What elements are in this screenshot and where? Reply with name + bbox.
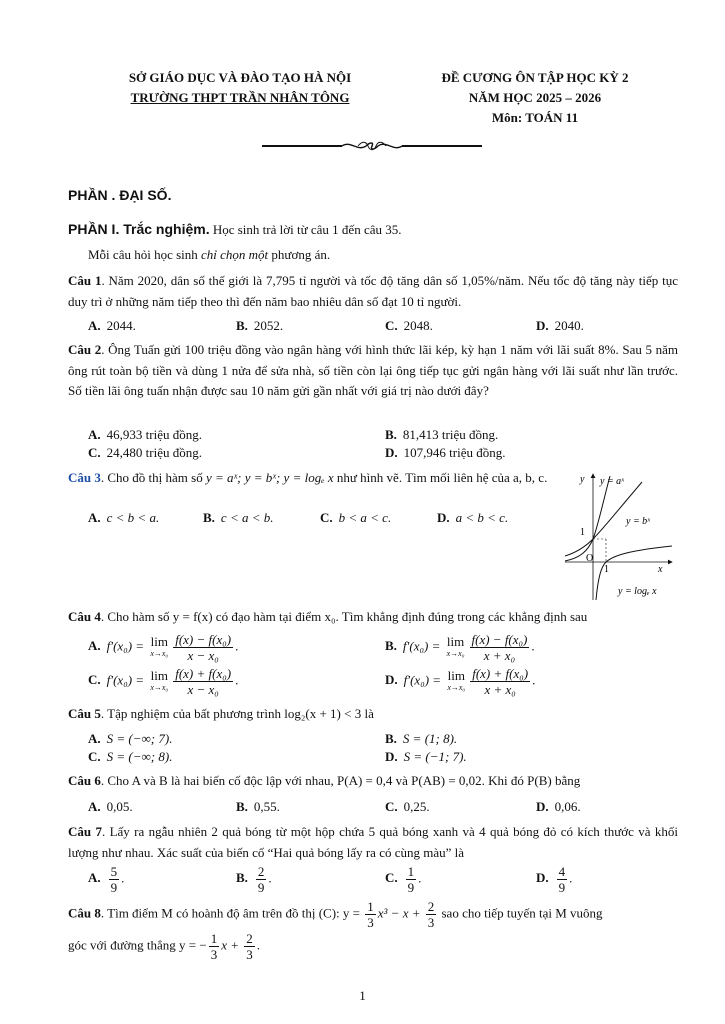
question-label: Câu 6 xyxy=(68,773,101,788)
q5-option-a[interactable]: A. S = (−∞; 7). xyxy=(88,731,173,746)
question-text-pre: . Cho đồ thị hàm số xyxy=(100,470,206,485)
q6-option-d[interactable]: D. 0,06. xyxy=(536,799,581,814)
question-text-post: như hình vẽ. Tìm mối liên hệ của a, b, c. xyxy=(333,470,548,485)
fraction: $\frac{2}{3}$ xyxy=(246,931,253,962)
q4-option-a[interactable]: A. f′(x₀) = lim x→x₀ $\frac{\text{f(x) − f(x₀)}}{\text{x − x₀}}$ . xyxy=(88,632,239,663)
question-5 xyxy=(68,704,678,725)
q3-option-d[interactable]: D. a < b < c. xyxy=(437,510,509,525)
q6-option-a[interactable]: A. 0,05. xyxy=(88,799,133,814)
department-name: SỞ GIÁO DỤC VÀ ĐÀO TẠO HÀ NỘI xyxy=(128,70,352,85)
q7-option-c[interactable]: C. $\frac{1}{9}$ . xyxy=(385,864,422,895)
fraction: $\frac{1}{3}$ xyxy=(367,899,374,930)
fraction: $\frac{\text{f(x) + f(x₀)}}{\text{x − x₀}}$ xyxy=(175,666,232,697)
school-year: NĂM HỌC 2025 – 2026 xyxy=(468,90,602,105)
fraction: $\frac{\text{f(x) − f(x₀)}}{\text{x − x₀}}$ xyxy=(175,632,232,663)
question-7 xyxy=(68,822,678,863)
q1-option-d[interactable]: D. 2040. xyxy=(536,318,584,333)
document-title: ĐỀ CƯƠNG ÔN TẬP HỌC KỲ 2 xyxy=(441,70,629,85)
question-label: Câu 3 xyxy=(68,470,101,485)
q4-option-b[interactable]: B. f′(x₀) = lim x→x₀ $\frac{\text{f(x) − f(x₀)}}{\text{x + x₀}}$ . xyxy=(385,632,535,663)
question-8-line-1 xyxy=(68,899,688,930)
label-curve-b: y = bˣ xyxy=(626,516,651,527)
label-one-y: 1 xyxy=(580,527,585,538)
q3-option-a[interactable]: A. c < b < a. xyxy=(88,510,160,525)
q6-option-c[interactable]: C. 0,25. xyxy=(385,799,430,814)
question-label: Câu 1 xyxy=(68,273,102,288)
note-post: phương án. xyxy=(268,247,331,262)
label-one-x: 1 xyxy=(604,564,609,575)
q7-option-a[interactable]: A. $\frac{5}{9}$ . xyxy=(88,864,125,895)
q2-option-d[interactable]: D. 107,946 triệu đồng. xyxy=(385,445,506,460)
fraction: $\frac{\text{f(x) − f(x₀)}}{\text{x + x₀}}$ xyxy=(471,632,528,663)
page-number: 1 xyxy=(359,988,366,1003)
question-text: . Cho A và B là hai biến cố độc lập với nhau, P(A) = 0,4 và P(AB) = 0,02. Khi đó P(B) bằng xyxy=(100,773,581,788)
q3-option-b[interactable]: B. c < a < b. xyxy=(203,510,274,525)
question-2 xyxy=(68,340,678,402)
question-text-post: sao cho tiếp tuyến tại M vuông xyxy=(438,905,603,921)
polynomial-mid: x³ − x + xyxy=(377,905,424,921)
section-title: PHẦN I. Trắc nghiệm. xyxy=(68,221,210,237)
fraction: $\frac{2}{9}$ xyxy=(257,864,265,895)
question-text: . Tập nghiệm của bất phương trình log₂(x + 1) < 3 là xyxy=(100,706,374,721)
q4-option-c[interactable]: C. f′(x₀) = lim x→x₀ $\frac{\text{f(x) + f(x₀)}}{\text{x − x₀}}$ . xyxy=(88,666,239,697)
question-text: . Năm 2020, dân số thế giới là 7,795 tỉ người và tốc độ tăng dân số 1,05%/năm. Nếu tốc độ tăng này tiếp tục duy trì ở những năm tiếp theo thì đến năm bao nhiêu dân số đạt 10 tỉ người. xyxy=(68,273,678,309)
function-graph xyxy=(560,468,680,603)
fraction: $\frac{4}{9}$ xyxy=(558,864,566,895)
question-4 xyxy=(68,607,678,628)
limit-operator: lim x→x₀ xyxy=(446,633,465,658)
x-axis-label: x xyxy=(658,564,663,575)
question-text: . Cho hàm số y = f(x) có đạo hàm tại điểm x₀. Tìm khẳng định đúng trong các khẳng định sau xyxy=(100,609,588,624)
line2-end: . xyxy=(256,937,261,953)
line2-pre: góc với đường thẳng y = − xyxy=(68,937,207,953)
q6-option-b[interactable]: B. 0,55. xyxy=(236,799,280,814)
part-title: PHẦN . ĐẠI SỐ. xyxy=(68,187,172,203)
question-6 xyxy=(68,771,688,792)
fraction: $\frac{\text{f(x) + f(x₀)}}{\text{x + x₀}}$ xyxy=(472,666,529,697)
question-text: . Lấy ra ngẫu nhiên 2 quả bóng từ một hộp chứa 5 quả bóng xanh và 4 quả bóng đỏ có kích thước và khối lượng như nhau. Xác suất của biến cố “Hai quả bóng lấy ra có cùng màu” là xyxy=(68,824,678,860)
limit-operator: lim x→x₀ xyxy=(150,667,169,692)
label-curve-log: y = logₑ x xyxy=(618,586,657,597)
question-label: Câu 4 xyxy=(68,609,101,624)
limit-operator: lim x→x₀ xyxy=(447,667,466,692)
subject: Môn: TOÁN 11 xyxy=(491,110,579,125)
question-8-line-2 xyxy=(68,931,260,962)
section-note xyxy=(88,245,330,265)
question-label: Câu 2 xyxy=(68,342,102,357)
curve-a-exponential xyxy=(565,476,610,561)
question-label: Câu 5 xyxy=(68,706,101,721)
q2-option-a[interactable]: A. 46,933 triệu đồng. xyxy=(88,427,202,442)
q2-option-c[interactable]: C. 24,480 triệu đồng. xyxy=(88,445,202,460)
q3-option-c[interactable]: C. b < a < c. xyxy=(320,510,392,525)
q4-option-d[interactable]: D. f′(x₀) = lim x→x₀ $\frac{\text{f(x) + f(x₀)}}{\text{x + x₀}}$ . xyxy=(385,666,536,697)
fraction: $\frac{1}{3}$ xyxy=(210,931,218,962)
fraction: $\frac{1}{9}$ xyxy=(407,864,415,895)
question-label: Câu 8 xyxy=(68,905,101,921)
question-3 xyxy=(68,468,548,489)
q1-option-c[interactable]: C. 2048. xyxy=(385,318,433,333)
q5-option-c[interactable]: C. S = (−∞; 8). xyxy=(88,749,173,764)
q7-option-b[interactable]: B. $\frac{2}{9}$ . xyxy=(236,864,272,895)
label-origin: O xyxy=(586,553,594,564)
question-label: Câu 7 xyxy=(68,824,102,839)
question-text: . Ông Tuấn gửi 100 triệu đồng vào ngân hàng với hình thức lãi kép, kỳ hạn 1 năm với lãi suất 8%. Sau 5 năm ông rút toàn bộ tiền và dùng 1 nửa để sửa nhà, số tiền còn lại ông tiếp tục gửi ngân hàng với lãi suất như lần trước. Số tiền lãi ông tuấn nhận được sau 10 năm gửi gần nhất với giá trị nào dưới đây? xyxy=(68,342,678,398)
q7-option-d[interactable]: D. $\frac{4}{9}$ . xyxy=(536,864,573,895)
q1-option-a[interactable]: A. 2044. xyxy=(88,318,136,333)
y-axis-label: y xyxy=(580,474,585,485)
note-emphasis: chỉ chọn một xyxy=(201,247,269,262)
question-text-pre: . Tìm điểm M có hoành độ âm trên đồ thị (C): y = xyxy=(100,905,364,921)
section-instruction: Học sinh trả lời từ câu 1 đến câu 35. xyxy=(212,222,402,237)
fraction: $\frac{2}{3}$ xyxy=(427,899,435,930)
q5-option-b[interactable]: B. S = (1; 8). xyxy=(385,731,458,746)
section-heading xyxy=(68,219,678,240)
q5-option-d[interactable]: D. S = (−1; 7). xyxy=(385,749,467,764)
q1-option-b[interactable]: B. 2052. xyxy=(236,318,284,333)
line2-mid: x + xyxy=(221,937,243,953)
function-list: y = aˣ; y = bˣ; y = logₑ x xyxy=(205,470,334,485)
question-1 xyxy=(68,271,678,312)
limit-operator: lim x→x₀ xyxy=(150,633,169,658)
school-name: TRƯỜNG THPT TRẦN NHÂN TÔNG xyxy=(130,90,350,105)
label-curve-a: y = aˣ xyxy=(600,476,625,487)
q2-option-b[interactable]: B. 81,413 triệu đồng. xyxy=(385,427,499,442)
ornament-divider xyxy=(262,138,482,154)
fraction: $\frac{5}{9}$ xyxy=(110,864,118,895)
note-pre: Mỗi câu hỏi học sinh xyxy=(88,247,202,262)
